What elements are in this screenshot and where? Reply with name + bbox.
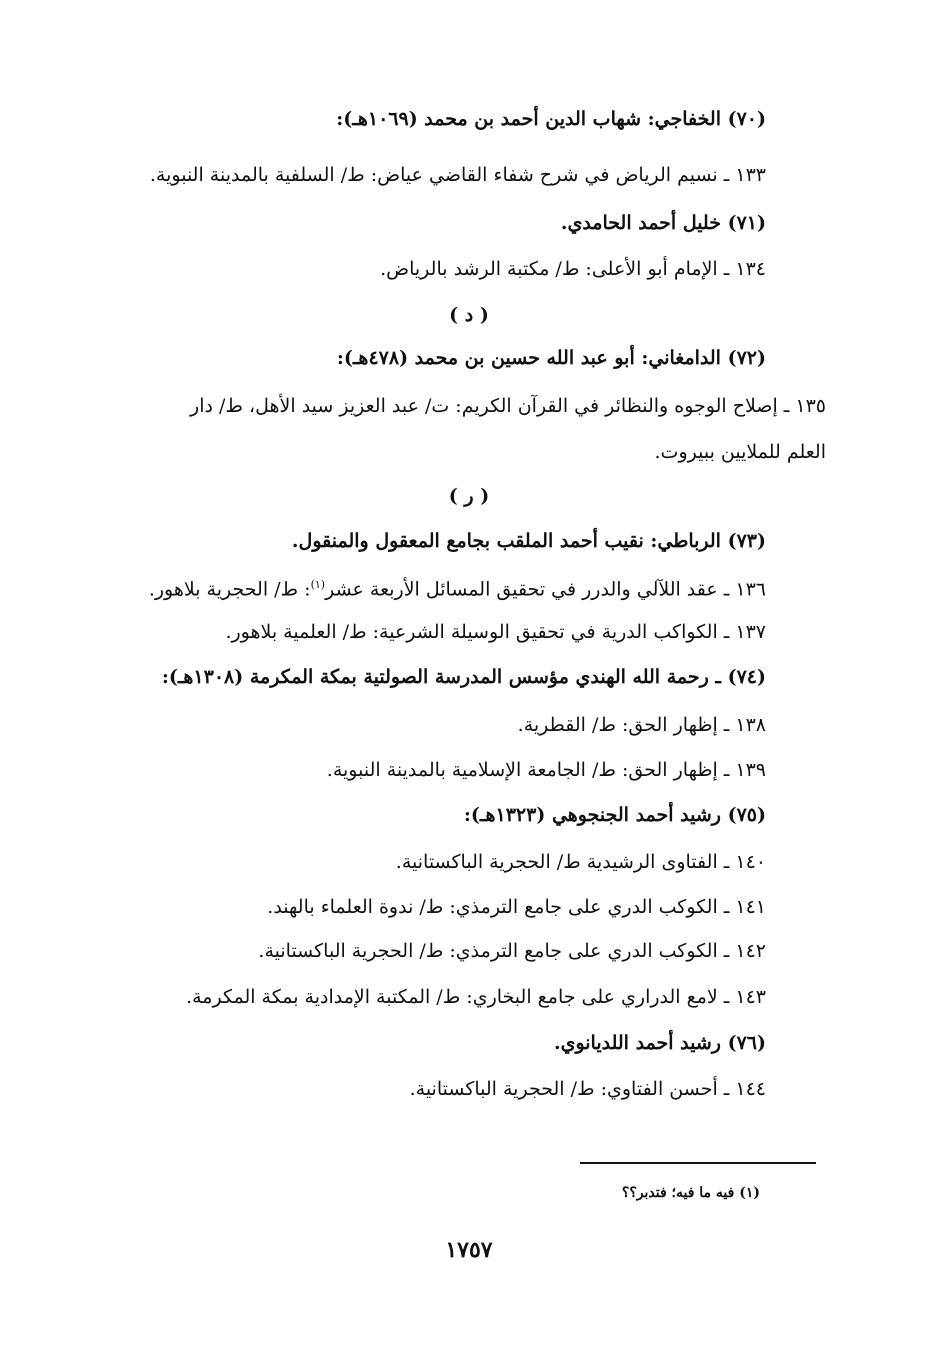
entry-item-138: ١٣٨ ـ إظهار الحق: ط/ القطرية.	[517, 714, 766, 736]
page-number: ١٧٥٧	[445, 1237, 493, 1263]
footnote-marker: (١)	[310, 578, 326, 591]
entry-item-141: ١٤١ ـ الكوكب الدري على جامع الترمذي: ط/ ندوة العلماء بالهند.	[267, 896, 766, 918]
entry-item-135-continued: العلم للملايين ببيروت.	[654, 441, 826, 463]
entry-item-137: ١٣٧ ـ الكواكب الدرية في تحقيق الوسيلة الشرعية: ط/ العلمية بلاهور.	[225, 621, 766, 643]
entry-item-142: ١٤٢ ـ الكوكب الدري على جامع الترمذي: ط/ الحجرية الباكستانية.	[258, 940, 766, 962]
footnote-divider	[580, 1162, 816, 1164]
section-letter-ra: ( ر )	[448, 485, 490, 507]
entry-item-144: ١٤٤ ـ أحسن الفتاوي: ط/ الحجرية الباكستانية.	[409, 1078, 766, 1100]
entry-heading-73: (٧٣) الرباطي: نقيب أحمد الملقب بجامع المعقول والمنقول.	[291, 530, 766, 552]
entry-item-135: ١٣٥ ـ إصلاح الوجوه والنظائر في القرآن الكريم: ت/ عبد العزيز سيد الأهل، ط/ دار	[190, 395, 826, 417]
entry-item-136-title: ١٣٦ ـ عقد اللآلي والدرر في تحقيق المسائل الأربعة عشر	[325, 578, 766, 601]
section-letter-dal: ( د )	[449, 304, 489, 326]
entry-item-139: ١٣٩ ـ إظهار الحق: ط/ الجامعة الإسلامية بالمدينة النبوية.	[326, 759, 766, 781]
entry-item-136-publisher: : ط/ الحجرية بلاهور.	[148, 578, 311, 601]
entry-item-133: ١٣٣ ـ نسيم الرياض في شرح شفاء القاضي عياض: ط/ السلفية بالمدينة النبوية.	[149, 164, 766, 186]
entry-heading-72: (٧٢) الدامغاني: أبو عبد الله حسين بن محمد (٤٧٨هـ):	[336, 347, 766, 369]
entry-item-134: ١٣٤ ـ الإمام أبو الأعلى: ط/ مكتبة الرشد بالرياض.	[380, 258, 766, 280]
entry-heading-75: (٧٥) رشيد أحمد الجنجوهي (١٣٢٣هـ):	[463, 804, 766, 826]
entry-heading-74: (٧٤) ـ رحمة الله الهندي مؤسس المدرسة الصولتية بمكة المكرمة (١٣٠٨هـ):	[161, 666, 766, 688]
entry-heading-70: (٧٠) الخفاجي: شهاب الدين أحمد بن محمد (١٠٦٩هـ):	[336, 108, 766, 130]
entry-item-140: ١٤٠ ـ الفتاوى الرشيدية ط/ الحجرية الباكستانية.	[395, 851, 766, 873]
entry-heading-71: (٧١) خليل أحمد الحامدي.	[560, 212, 766, 234]
entry-item-136	[149, 570, 766, 600]
entry-item-143: ١٤٣ ـ لامع الدراري على جامع البخاري: ط/ المكتبة الإمدادية بمكة المكرمة.	[186, 986, 766, 1008]
entry-heading-76: (٧٦) رشيد أحمد اللديانوي.	[553, 1032, 766, 1054]
footnote: (١) فيه ما فيه؛ فتدبر؟؟	[621, 1185, 760, 1201]
